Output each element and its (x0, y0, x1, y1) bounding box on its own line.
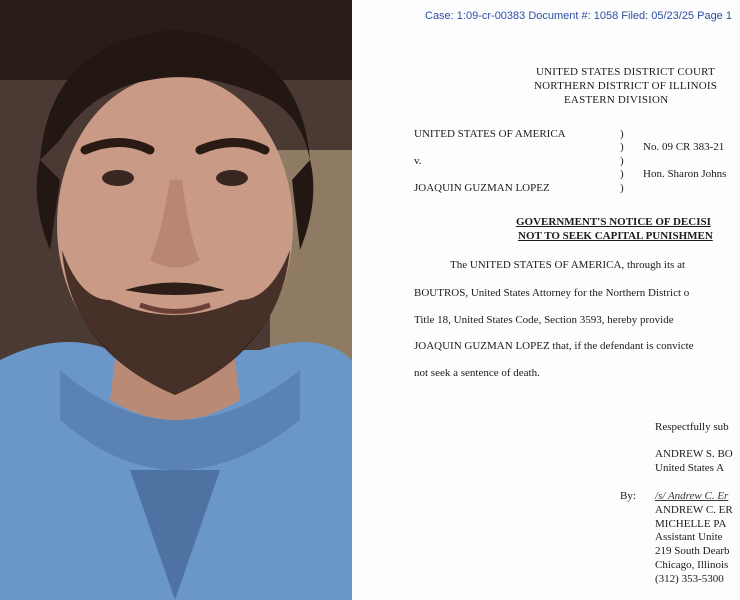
document-header-line: Case: 1:09-cr-00383 Document #: 1058 Filed: 05/23/25 Page 1 (425, 10, 732, 22)
notice-title-line-2: NOT TO SEEK CAPITAL PUNISHMEN (518, 230, 713, 242)
body-line-3: Title 18, United States Code, Section 3593, hereby provide (414, 314, 674, 326)
address-line-1: 219 South Dearb (655, 545, 730, 557)
by-label: By: (620, 490, 636, 502)
body-line-1: The UNITED STATES OF AMERICA, through its at (450, 259, 686, 271)
body-line-5: not seek a sentence of death. (414, 367, 540, 379)
address-line-2: Chicago, Illinois (655, 559, 729, 571)
court-district: NORTHERN DISTRICT OF ILLINOIS (534, 80, 718, 92)
signer-title: Assistant Unite (655, 531, 723, 543)
respectfully-submitted: Respectfully sub (655, 421, 729, 433)
electronic-signature: /s/ Andrew C. Er (655, 490, 729, 502)
portrait-illustration (0, 0, 352, 600)
judge-name: Hon. Sharon Johns (643, 168, 727, 180)
caption-plaintiff: UNITED STATES OF AMERICA (414, 128, 566, 140)
phone-number: (312) 353-5300 (655, 573, 724, 585)
us-attorney-title: United States A (655, 462, 725, 474)
notice-title-line-1: GOVERNMENT'S NOTICE OF DECISI (516, 216, 711, 228)
court-division: EASTERN DIVISION (564, 94, 669, 106)
court-document: Case: 1:09-cr-00383 Document #: 1058 Filed: 05/23/25 Page 1 UNITED STATES DISTRICT COURT NORTHERN DISTRICT OF ILLINOIS EASTERN DIVISION UNITED STATES OF AMERICA v. JOAQUIN GUZMAN LOPEZ ) ) ) ) ) No. 09 CR 383-21 Hon. Sharon Johns GOVERNMENT'S NOTICE OF DECISI NOT TO SEEK CAPITAL PUNISHMEN The UNITED STATES OF AMERICA, through its at BOUTROS, United States Attorney for the Northern District o Title 18, United States Code, Section 3593, hereby provide JOAQUIN GUZMAN LOPEZ that, if the defendant is convicte not seek a sentence of death. Respectfully sub ANDREW S. BO United States A By: /s/ Andrew C. Er ANDREW C. ER MICHELLE PA Assistant Unite 219 South Dearb Chicago, Illinois (312) 353-5300 (352, 0, 740, 600)
court-name: UNITED STATES DISTRICT COURT (536, 66, 715, 78)
caption-versus: v. (414, 155, 422, 167)
body-line-4: JOAQUIN GUZMAN LOPEZ that, if the defendant is convicte (414, 340, 694, 352)
portrait-photo (0, 0, 352, 600)
caption-defendant: JOAQUIN GUZMAN LOPEZ (414, 182, 550, 194)
body-line-2: BOUTROS, United States Attorney for the Northern District o (414, 287, 690, 299)
case-number: No. 09 CR 383-21 (643, 141, 725, 153)
signer-name-1: ANDREW C. ER (655, 504, 733, 516)
signer-name-2: MICHELLE PA (655, 518, 727, 530)
us-attorney-name: ANDREW S. BO (655, 448, 733, 460)
